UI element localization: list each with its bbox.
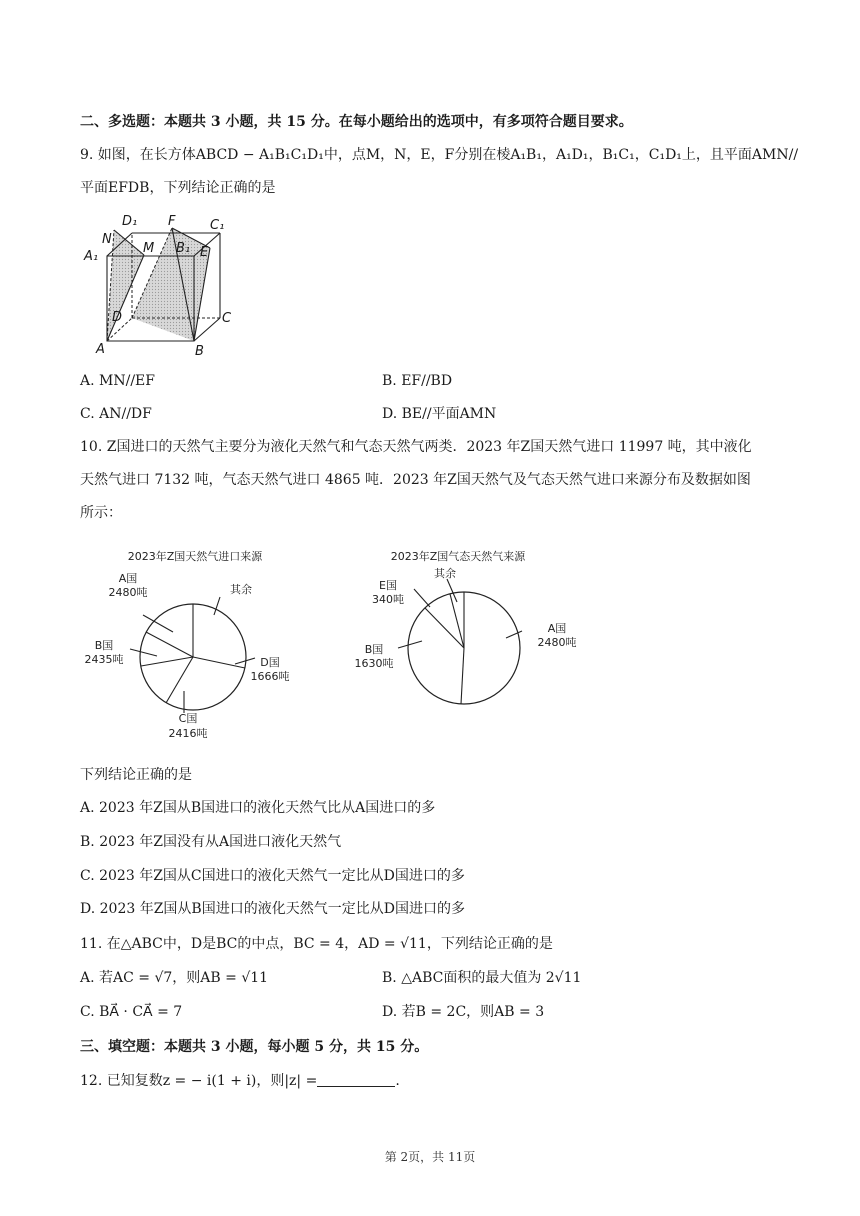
q10-option-b: B. 2023 年Z国没有从A国进口液化天然气 [80, 834, 342, 850]
pie2-label-a-value: 2480吨 [537, 636, 577, 649]
q11-option-a: A. 若AC = √7，则AB = √11 [80, 970, 269, 986]
q12-end: . [395, 1073, 400, 1089]
pie1-label-c-value: 2416吨 [168, 727, 208, 740]
pie-chart-total-import [80, 545, 320, 745]
q10-lead: 下列结论正确的是 [80, 767, 192, 783]
q9-cuboid-figure [82, 210, 242, 360]
pie2-title: 2023年Z国气态天然气来源 [390, 550, 526, 563]
q9-stem-line1: 9. 如图，在长方体ABCD − A₁B₁C₁D₁中，点M，N，E，F分别在棱A₁B₁，A₁D₁，B₁C₁，C₁D₁上，且平面AMN// [80, 147, 799, 163]
q9-option-b: B. EF//BD [382, 373, 453, 389]
label-e: E [200, 245, 209, 260]
pie-chart-gas-import [350, 545, 590, 745]
q10-option-a: A. 2023 年Z国从B国进口的液化天然气比从A国进口的多 [80, 800, 436, 816]
label-d: D [112, 310, 123, 325]
q10-stem-line2: 天然气进口 7132 吨，气态天然气进口 4865 吨．2023 年Z国天然气及气态天然气进口来源分布及数据如图 [80, 472, 751, 488]
q11-stem: 11. 在△ABC中，D是BC的中点，BC = 4，AD = √11，下列结论正确的是 [80, 936, 553, 952]
q11-option-c: C. BA⃗ · CA⃗ = 7 [80, 1004, 183, 1020]
q12-stem: 12. 已知复数z = − i(1 + i)，则|z| = [80, 1073, 318, 1089]
pie1-title: 2023年Z国天然气进口来源 [127, 550, 263, 563]
pie1-label-rest-name: 其余 [230, 583, 252, 596]
q10-stem-line1: 10. Z国进口的天然气主要分为液化天然气和气态天然气两类．2023 年Z国天然气进口 11997 吨，其中液化 [80, 439, 752, 455]
label-c1: C₁ [210, 218, 225, 233]
label-b: B [195, 344, 204, 359]
section-2-title: 二、多选题：本题共 3 小题，共 15 分。在每小题给出的选项中，有多项符合题目要求。 [80, 114, 633, 130]
q9-option-c: C. AN//DF [80, 406, 152, 422]
pie2-label-b-name: B国 [364, 643, 384, 656]
pie2-label-a-name: A国 [547, 622, 567, 635]
pie1-label-a-value: 2480吨 [108, 586, 148, 599]
pie1-label-b-name: B国 [94, 639, 114, 652]
label-m: M [143, 241, 155, 256]
page-footer: 第 2页，共 11页 [384, 1150, 476, 1164]
q11-option-d: D. 若B = 2C，则AB = 3 [382, 1004, 545, 1020]
q12-line [80, 1071, 400, 1091]
q11-option-b: B. △ABC面积的最大值为 2√11 [382, 970, 582, 986]
pie1-label-b-value: 2435吨 [84, 653, 124, 666]
pie2-label-b-value: 1630吨 [354, 657, 394, 670]
label-c: C [222, 311, 232, 326]
q9-option-a: A. MN//EF [80, 373, 155, 389]
pie1-label-d-value: 1666吨 [250, 670, 290, 683]
q12-answer-blank[interactable] [317, 1072, 395, 1087]
label-d1: D₁ [122, 214, 138, 229]
q10-option-d: D. 2023 年Z国从B国进口的液化天然气一定比从D国进口的多 [80, 901, 465, 917]
pie1-label-c-name: C国 [178, 712, 198, 725]
pie1-label-d-name: D国 [260, 656, 280, 669]
q10-option-c: C. 2023 年Z国从C国进口的液化天然气一定比从D国进口的多 [80, 868, 465, 884]
label-a: A [96, 342, 105, 357]
label-f: F [168, 214, 176, 229]
label-n: N [102, 232, 112, 247]
label-a1: A₁ [84, 249, 99, 264]
q9-stem-line2: 平面EFDB，下列结论正确的是 [80, 180, 276, 196]
pie1-label-a-name: A国 [118, 572, 138, 585]
q10-stem-line3: 所示： [80, 505, 122, 521]
q9-option-d: D. BE//平面AMN [382, 406, 497, 422]
section-3-title: 三、填空题：本题共 3 小题，每小题 5 分，共 15 分。 [80, 1039, 429, 1055]
pie2-label-e-name: E国 [379, 579, 397, 592]
label-b1: B₁ [176, 241, 191, 256]
pie2-label-e-value: 340吨 [372, 593, 404, 606]
pie2-label-rest-name: 其余 [434, 567, 456, 580]
